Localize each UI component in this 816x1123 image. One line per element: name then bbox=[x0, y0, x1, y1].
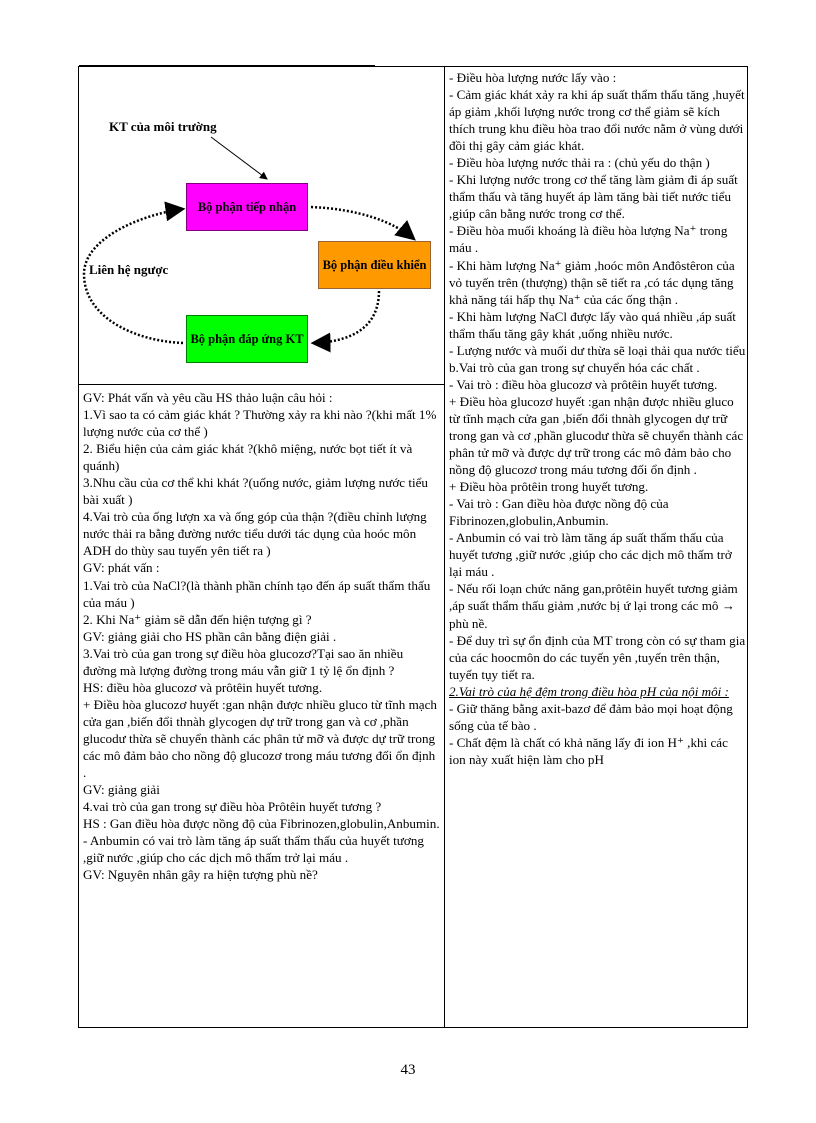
right-paragraph: b.Vai trò của gan trong sự chuyển hóa các chất . bbox=[449, 359, 700, 375]
receive-to-control-arrow bbox=[311, 207, 414, 239]
right-paragraph: - Cảm giác khát xảy ra khi áp suất thẩm thấu tăng ,huyết áp giảm ,khối lượng nước trong cơ thể giảm sẽ kích thích trung khu điều hòa trao đổi nước nằm ở vùng dưới đồi thị gây cảm giác khát. bbox=[449, 87, 745, 154]
content-table bbox=[78, 66, 748, 1028]
left-column bbox=[83, 389, 440, 883]
diagram-divider bbox=[79, 384, 444, 385]
control-to-respond-arrow bbox=[313, 291, 379, 343]
left-paragraph: 4.vai trò của gan trong sự điều hòa Prôtêin huyết tương ? bbox=[83, 799, 382, 815]
right-paragraph: - Khi hàm lượng Na⁺ giảm ,hoóc môn Anđôstêron của vỏ tuyến trên (thượng) thận sẽ tiết ra ,có tác dụng tăng khả năng tái hấp thụ Na⁺ của các ống thận . bbox=[449, 257, 735, 307]
right-paragraph: - Điều hòa lượng nước lấy vào : bbox=[449, 70, 617, 85]
left-paragraph: + Điều hòa glucozơ huyết :gan nhận được nhiều gluco từ tĩnh mạch cửa gan ,biến đổi thnàh glycogen dự trữ trong gan và cơ ,phần glucodư thừa sẽ chuyển thành các phân tử mỡ và được dự trữ trong các mô đảm bảo cho nồng độ glucozơ trong máu tương đối ổn định . bbox=[83, 696, 437, 781]
left-paragraph: GV: giảng giải bbox=[83, 782, 160, 798]
right-paragraph: - Để duy trì sự ổn định của MT trong còn có sự tham gia của các hoocmôn do các tuyến yên ,tuyến trên thận, tuyến tụy tiết ra. bbox=[449, 632, 746, 682]
left-paragraph: GV: phát vấn : bbox=[83, 560, 160, 576]
left-paragraph: 3.Nhu cầu của cơ thể khi khát ?(uống nước, giảm lượng nước tiểu bài xuất ) bbox=[83, 475, 428, 508]
left-paragraph: 4.Vai trò của ống lượn xa và ống góp của thận ?(điều chỉnh lượng nước thải ra bằng đường nước tiểu dưới tác dụng của hoóc môn ADH do thùy sau tuyến yên tiết ra ) bbox=[83, 509, 427, 559]
stimulus-arrow bbox=[211, 137, 267, 179]
right-paragraph: - Chất đệm là chất có khả năng lấy đi ion H⁺ ,khi các ion này xuất hiện làm cho pH bbox=[449, 734, 728, 767]
right-paragraph: - Khi lượng nước trong cơ thể tăng làm giảm đi áp suất thẩm thấu và tăng huyết áp làm tăng bài tiết nước tiểu ,giúp cân bằng nước trong cơ thể. bbox=[449, 172, 738, 222]
feedback-label: Liên hệ ngược bbox=[89, 262, 169, 277]
left-paragraph: 1.Vai trò của NaCl?(là thành phần chính tạo đến áp suất thẩm thấu của máu ) bbox=[83, 577, 431, 610]
right-paragraph: - Vai trò : điều hòa glucozơ và prôtêin huyết tương. bbox=[449, 376, 718, 392]
left-paragraph: 2. Khi Na⁺ giảm sẽ dẫn đến hiện tượng gì ? bbox=[83, 611, 312, 627]
right-paragraph: - Khi hàm lượng NaCl được lấy vào quá nhiều ,áp suất thẩm thấu tăng gây khát ,uống nhiều nước. bbox=[449, 308, 736, 341]
control-center-box: Bộ phận điều khiển bbox=[318, 241, 431, 289]
right-paragraph: - Lượng nước và muối dư thừa sẽ loại thải qua nước tiểu bbox=[449, 342, 746, 358]
column-divider bbox=[444, 67, 445, 1027]
right-paragraph: - Điều hòa lượng nước thải ra : (chủ yếu do thận ) bbox=[449, 155, 710, 171]
page-number: 43 bbox=[400, 1062, 416, 1078]
right-paragraph: - Giữ thăng bằng axit-bazơ để đảm bảo mọi hoạt động sống của tế bào . bbox=[449, 700, 733, 733]
right-column bbox=[449, 69, 747, 768]
right-paragraph: - Điều hòa muối khoáng là điều hòa lượng Na⁺ trong máu . bbox=[449, 223, 728, 256]
right-paragraph: + Điều hòa glucozơ huyết :gan nhận được nhiều gluco từ tĩnh mạch cửa gan ,biến đổi thnàh glycogen dự trữ trong gan và cơ ,phần glucodư thừa sẽ chuyển thành các phân tử mỡ và được dự trữ trong các mô đảm bảo cho nồng độ glucozơ trong máu tương đối ổn định . bbox=[449, 393, 744, 478]
right-paragraph: + Điều hòa prôtêin trong huyết tương. bbox=[449, 479, 649, 495]
stimulus-label: KT của môi trường bbox=[109, 119, 217, 134]
section-heading: 2.Vai trò của hệ đệm trong điều hòa pH của nội môi : bbox=[449, 683, 729, 699]
left-paragraph: GV: giảng giải cho HS phần cân bằng điện giải . bbox=[83, 628, 337, 644]
homeostasis-diagram bbox=[79, 67, 444, 384]
left-paragraph: - Anbumin có vai trò làm tăng áp suất thẩm thấu của huyết tương ,giữ nước ,giúp cho các dịch mô thấm trở lại máu . bbox=[83, 833, 424, 866]
left-paragraph: 3.Vai trò của gan trong sự điều hòa glucozơ?Tại sao ăn nhiều đường mà lượng đường trong máu vẫn giữ 1 tỷ lệ ổn định ? bbox=[83, 645, 404, 678]
left-paragraph: GV: Phát vấn và yêu cầu HS thảo luận câu hỏi : bbox=[83, 390, 333, 405]
left-paragraph: HS: điều hòa glucozơ và prôtêin huyết tương. bbox=[83, 679, 323, 695]
left-paragraph: HS : Gan điều hòa được nồng độ của Fibrinozen,globulin,Anbumin. bbox=[83, 816, 440, 832]
left-paragraph: GV: Nguyên nhân gây ra hiện tượng phù nề? bbox=[83, 867, 318, 883]
right-paragraph: - Vai trò : Gan điều hòa được nồng độ của Fibrinozen,globulin,Anbumin. bbox=[449, 496, 669, 529]
effector-box: Bộ phận đáp ứng KT bbox=[186, 315, 308, 363]
right-paragraph: - Nếu rối loạn chức năng gan,prôtêin huyết tương giảm ,áp suất thẩm thấu giảm ,nước bị ứ lại trong các mô → phù nề. bbox=[449, 581, 738, 631]
receptor-box: Bộ phận tiếp nhận bbox=[186, 183, 308, 231]
left-paragraph: 2. Biểu hiện của cảm giác khát ?(khô miệng, nước bọt tiết ít và quánh) bbox=[83, 441, 413, 474]
right-paragraph: - Anbumin có vai trò làm tăng áp suất thẩm thấu của huyết tương ,giữ nước ,giúp cho các dịch mô thấm trở lại máu . bbox=[449, 530, 732, 580]
left-paragraph: 1.Vì sao ta có cảm giác khát ? Thường xảy ra khi nào ?(khi mất 1% lượng nước của cơ thể ) bbox=[83, 407, 437, 440]
